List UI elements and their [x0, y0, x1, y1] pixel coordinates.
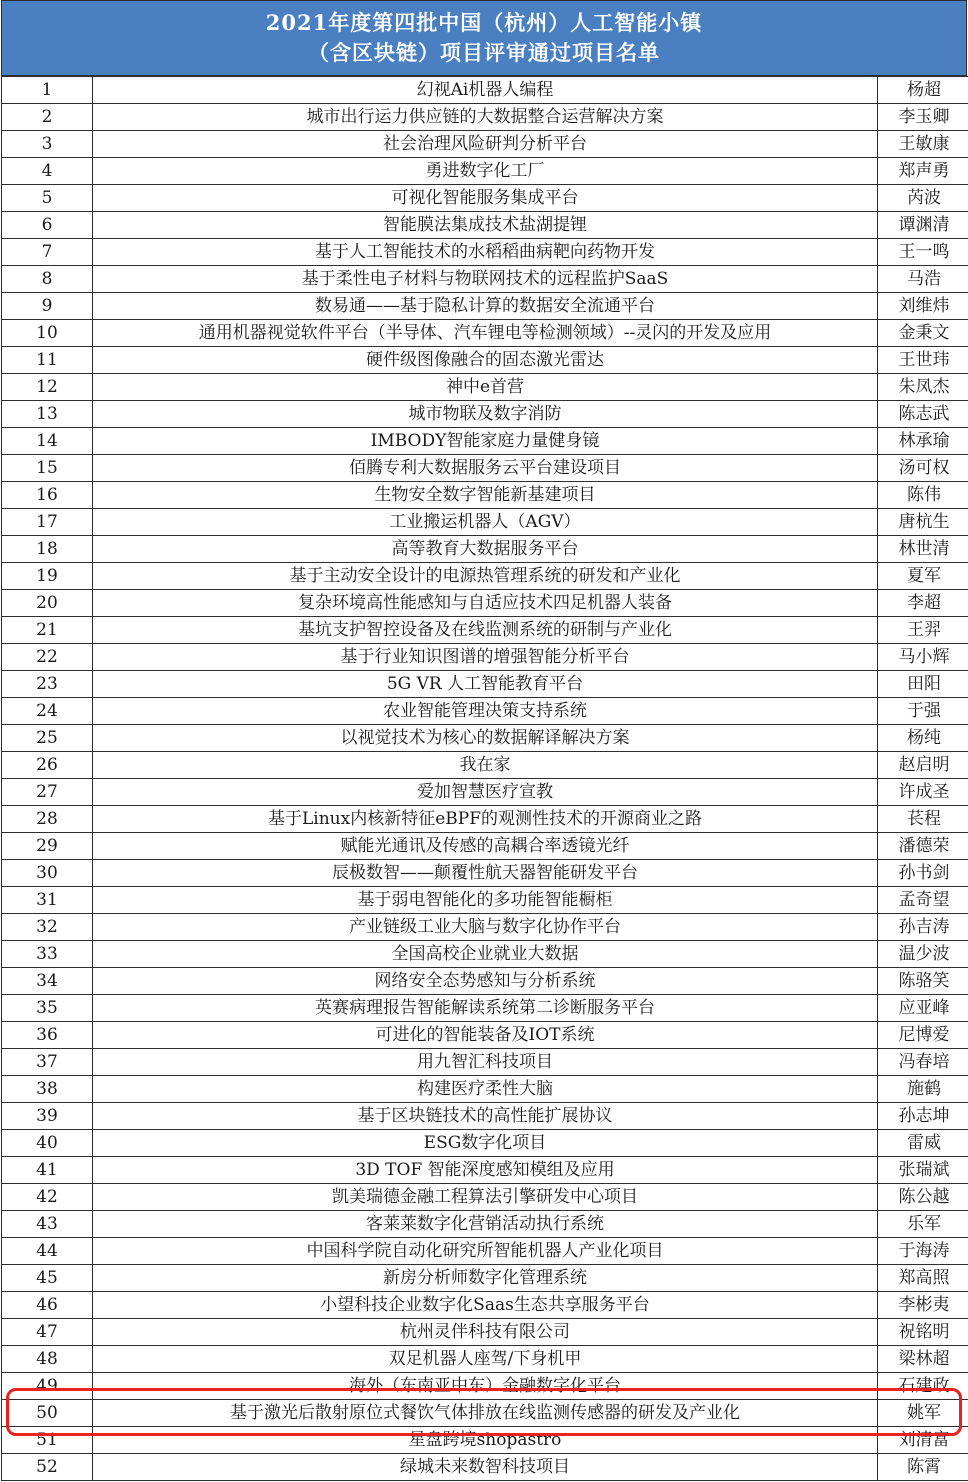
project-name: 幻视Ai机器人编程: [93, 77, 878, 104]
row-number: 19: [2, 563, 93, 590]
row-number: 14: [2, 428, 93, 455]
project-name: 全国高校企业就业大数据: [93, 941, 878, 968]
project-name: 客莱莱数字化营销活动执行系统: [93, 1211, 878, 1238]
table-row: [2, 779, 968, 806]
row-number: 51: [2, 1427, 93, 1454]
table-row: [2, 239, 968, 266]
row-number: 22: [2, 644, 93, 671]
table-row: [2, 212, 968, 239]
project-name: 基于Linux内核新特征eBPF的观测性技术的开源商业之路: [93, 806, 878, 833]
row-number: 37: [2, 1049, 93, 1076]
row-number: 52: [2, 1454, 93, 1481]
project-name: 生物安全数字智能新基建项目: [93, 482, 878, 509]
project-name: ESG数字化项目: [93, 1130, 878, 1157]
table-row: [2, 482, 968, 509]
project-name: 产业链级工业大脑与数字化协作平台: [93, 914, 878, 941]
table-row: [2, 104, 968, 131]
project-leader: 张瑞斌: [878, 1157, 968, 1184]
table-row: [2, 1049, 968, 1076]
project-leader: 应亚峰: [878, 995, 968, 1022]
project-leader: 陈公越: [878, 1184, 968, 1211]
project-leader: 施鹤: [878, 1076, 968, 1103]
project-name: 城市出行运力供应链的大数据整合运营解决方案: [93, 104, 878, 131]
project-name: 智能膜法集成技术盐湖提锂: [93, 212, 878, 239]
table-row: [2, 860, 968, 887]
table-row: [2, 509, 968, 536]
table-row: [2, 428, 968, 455]
table-row: [2, 752, 968, 779]
project-name: 凯美瑞德金融工程算法引擎研发中心项目: [93, 1184, 878, 1211]
project-leader: 王一鸣: [878, 239, 968, 266]
project-leader: 陈志武: [878, 401, 968, 428]
project-leader: 谭渊清: [878, 212, 968, 239]
project-leader: 梁林超: [878, 1346, 968, 1373]
project-leader: 刘清富: [878, 1427, 968, 1454]
document-header: [1, 0, 967, 76]
project-leader: 孙志坤: [878, 1103, 968, 1130]
table-row: [2, 1103, 968, 1130]
table-row: [2, 1454, 968, 1481]
project-leader: 陈霄: [878, 1454, 968, 1481]
table-row: [2, 536, 968, 563]
project-name: 基于弱电智能化的多功能智能橱柜: [93, 887, 878, 914]
project-name: 赋能光通讯及传感的高耦合率透镜光纤: [93, 833, 878, 860]
project-name: 硬件级图像融合的固态激光雷达: [93, 347, 878, 374]
project-leader: 许成圣: [878, 779, 968, 806]
project-name: 新房分析师数字化管理系统: [93, 1265, 878, 1292]
row-number: 47: [2, 1319, 93, 1346]
project-name: 星盘跨境shopastro: [93, 1427, 878, 1454]
table-row: [2, 1022, 968, 1049]
project-leader: 郑声勇: [878, 158, 968, 185]
project-leader: 林世清: [878, 536, 968, 563]
table-row: [2, 293, 968, 320]
table-row: [2, 617, 968, 644]
project-leader: 芮波: [878, 185, 968, 212]
project-leader: 温少波: [878, 941, 968, 968]
project-leader: 林承瑜: [878, 428, 968, 455]
project-name: 基于激光后散射原位式餐饮气体排放在线监测传感器的研发及产业化: [93, 1400, 878, 1427]
project-name: 农业智能管理决策支持系统: [93, 698, 878, 725]
row-number: 1: [2, 77, 93, 104]
row-number: 4: [2, 158, 93, 185]
project-name: 勇进数字化工厂: [93, 158, 878, 185]
project-name: 可进化的智能装备及IOT系统: [93, 1022, 878, 1049]
table-row: [2, 590, 968, 617]
table-row: [2, 698, 968, 725]
project-name: 我在家: [93, 752, 878, 779]
row-number: 35: [2, 995, 93, 1022]
row-number: 15: [2, 455, 93, 482]
table-row: [2, 1130, 968, 1157]
row-number: 17: [2, 509, 93, 536]
row-number: 24: [2, 698, 93, 725]
project-name: 杭州灵伴科技有限公司: [93, 1319, 878, 1346]
row-number: 41: [2, 1157, 93, 1184]
table-row: [2, 401, 968, 428]
project-name: 基于区块链技术的高性能扩展协议: [93, 1103, 878, 1130]
project-leader: 杨纯: [878, 725, 968, 752]
project-leader: 夏军: [878, 563, 968, 590]
project-leader: 孟奇望: [878, 887, 968, 914]
row-number: 50: [2, 1400, 93, 1427]
table-row: [2, 374, 968, 401]
project-name: 工业搬运机器人（AGV）: [93, 509, 878, 536]
project-name: 基于行业知识图谱的增强智能分析平台: [93, 644, 878, 671]
row-number: 11: [2, 347, 93, 374]
row-number: 25: [2, 725, 93, 752]
project-leader: 孙书剑: [878, 860, 968, 887]
project-name: 网络安全态势感知与分析系统: [93, 968, 878, 995]
table-row: [2, 1238, 968, 1265]
project-name: 3D TOF 智能深度感知模组及应用: [93, 1157, 878, 1184]
row-number: 36: [2, 1022, 93, 1049]
project-leader: 李玉卿: [878, 104, 968, 131]
project-leader: 冯春培: [878, 1049, 968, 1076]
project-list-document: [1, 0, 967, 1481]
row-number: 23: [2, 671, 93, 698]
project-name: 绿城未来数智科技项目: [93, 1454, 878, 1481]
project-leader: 孙吉涛: [878, 914, 968, 941]
row-number: 18: [2, 536, 93, 563]
table-row: [2, 914, 968, 941]
row-number: 20: [2, 590, 93, 617]
project-leader: 陈骆笑: [878, 968, 968, 995]
table-row: [2, 347, 968, 374]
row-number: 21: [2, 617, 93, 644]
row-number: 28: [2, 806, 93, 833]
project-leader: 刘维炜: [878, 293, 968, 320]
table-row: [2, 455, 968, 482]
row-number: 12: [2, 374, 93, 401]
project-leader: 陈伟: [878, 482, 968, 509]
project-name: 神中e首营: [93, 374, 878, 401]
project-name: 以视觉技术为核心的数据解译解决方案: [93, 725, 878, 752]
project-name: 海外（东南亚中东）金融数字化平台: [93, 1373, 878, 1400]
project-leader: 潘德荣: [878, 833, 968, 860]
project-leader: 于强: [878, 698, 968, 725]
project-name: 基于人工智能技术的水稻稻曲病靶向药物开发: [93, 239, 878, 266]
table-row: [2, 806, 968, 833]
table-row: [2, 1400, 968, 1427]
project-name: 5G VR 人工智能教育平台: [93, 671, 878, 698]
table-row: [2, 1211, 968, 1238]
row-number: 38: [2, 1076, 93, 1103]
table-row: [2, 1184, 968, 1211]
row-number: 16: [2, 482, 93, 509]
row-number: 46: [2, 1292, 93, 1319]
project-leader: 杨超: [878, 77, 968, 104]
project-leader: 王敏康: [878, 131, 968, 158]
table-row: [2, 131, 968, 158]
table-row: [2, 1427, 968, 1454]
project-name: 用九智汇科技项目: [93, 1049, 878, 1076]
project-leader: 石建政: [878, 1373, 968, 1400]
row-number: 39: [2, 1103, 93, 1130]
row-number: 31: [2, 887, 93, 914]
table-row: [2, 563, 968, 590]
row-number: 34: [2, 968, 93, 995]
row-number: 27: [2, 779, 93, 806]
row-number: 32: [2, 914, 93, 941]
row-number: 9: [2, 293, 93, 320]
row-number: 29: [2, 833, 93, 860]
table-row: [2, 941, 968, 968]
project-name: 基坑支护智控设备及在线监测系统的研制与产业化: [93, 617, 878, 644]
project-leader: 王世玮: [878, 347, 968, 374]
row-number: 6: [2, 212, 93, 239]
table-row: [2, 158, 968, 185]
project-name: 辰极数智——颠覆性航天器智能研发平台: [93, 860, 878, 887]
project-leader: 雷威: [878, 1130, 968, 1157]
row-number: 3: [2, 131, 93, 158]
project-leader: 乐军: [878, 1211, 968, 1238]
project-name: 佰腾专利大数据服务云平台建设项目: [93, 455, 878, 482]
row-number: 43: [2, 1211, 93, 1238]
table-row: [2, 1373, 968, 1400]
project-leader: 汤可权: [878, 455, 968, 482]
project-table: [1, 76, 968, 1481]
table-row: [2, 77, 968, 104]
row-number: 33: [2, 941, 93, 968]
row-number: 7: [2, 239, 93, 266]
table-row: [2, 725, 968, 752]
row-number: 2: [2, 104, 93, 131]
row-number: 44: [2, 1238, 93, 1265]
project-name: 城市物联及数字消防: [93, 401, 878, 428]
row-number: 13: [2, 401, 93, 428]
project-name: 通用机器视觉软件平台（半导体、汽车锂电等检测领域）--灵闪的开发及应用: [93, 320, 878, 347]
project-leader: 朱凤杰: [878, 374, 968, 401]
table-row: [2, 887, 968, 914]
project-table-body: [2, 77, 968, 1481]
project-leader: 金秉文: [878, 320, 968, 347]
table-row: [2, 185, 968, 212]
table-row: [2, 320, 968, 347]
title-line-1: 2021年度第四批中国（杭州）人工智能小镇: [265, 10, 703, 35]
row-number: 10: [2, 320, 93, 347]
project-leader: 姚军: [878, 1400, 968, 1427]
table-row: [2, 1319, 968, 1346]
project-name: 中国科学院自动化研究所智能机器人产业化项目: [93, 1238, 878, 1265]
table-row: [2, 1157, 968, 1184]
project-name: 双足机器人座驾/下身机甲: [93, 1346, 878, 1373]
table-row: [2, 968, 968, 995]
project-leader: 祝铭明: [878, 1319, 968, 1346]
project-leader: 唐杭生: [878, 509, 968, 536]
project-name: 高等教育大数据服务平台: [93, 536, 878, 563]
row-number: 49: [2, 1373, 93, 1400]
project-name: 爱加智慧医疗宣教: [93, 779, 878, 806]
table-row: [2, 995, 968, 1022]
project-name: IMBODY智能家庭力量健身镜: [93, 428, 878, 455]
row-number: 45: [2, 1265, 93, 1292]
project-name: 英赛病理报告智能解读系统第二诊断服务平台: [93, 995, 878, 1022]
table-row: [2, 1292, 968, 1319]
row-number: 5: [2, 185, 93, 212]
table-row: [2, 833, 968, 860]
project-name: 基于主动安全设计的电源热管理系统的研发和产业化: [93, 563, 878, 590]
row-number: 26: [2, 752, 93, 779]
project-leader: 马浩: [878, 266, 968, 293]
project-name: 构建医疗柔性大脑: [93, 1076, 878, 1103]
project-leader: 马小辉: [878, 644, 968, 671]
row-number: 48: [2, 1346, 93, 1373]
project-name: 复杂环境高性能感知与自适应技术四足机器人装备: [93, 590, 878, 617]
table-row: [2, 1346, 968, 1373]
project-name: 社会治理风险研判分析平台: [93, 131, 878, 158]
project-leader: 尼博爱: [878, 1022, 968, 1049]
project-leader: 苌程: [878, 806, 968, 833]
table-row: [2, 1076, 968, 1103]
title-line-2: （含区块链）项目评审通过项目名单: [308, 40, 660, 65]
table-row: [2, 1265, 968, 1292]
row-number: 8: [2, 266, 93, 293]
project-leader: 郑高照: [878, 1265, 968, 1292]
project-name: 可视化智能服务集成平台: [93, 185, 878, 212]
project-leader: 田阳: [878, 671, 968, 698]
project-name: 小望科技企业数字化Saas生态共享服务平台: [93, 1292, 878, 1319]
project-name: 数易通——基于隐私计算的数据安全流通平台: [93, 293, 878, 320]
project-name: 基于柔性电子材料与物联网技术的远程监护SaaS: [93, 266, 878, 293]
project-leader: 赵启明: [878, 752, 968, 779]
project-leader: 于海涛: [878, 1238, 968, 1265]
table-row: [2, 266, 968, 293]
row-number: 40: [2, 1130, 93, 1157]
row-number: 42: [2, 1184, 93, 1211]
project-leader: 王羿: [878, 617, 968, 644]
table-row: [2, 644, 968, 671]
row-number: 30: [2, 860, 93, 887]
project-leader: 李超: [878, 590, 968, 617]
project-leader: 李彬夷: [878, 1292, 968, 1319]
table-row: [2, 671, 968, 698]
